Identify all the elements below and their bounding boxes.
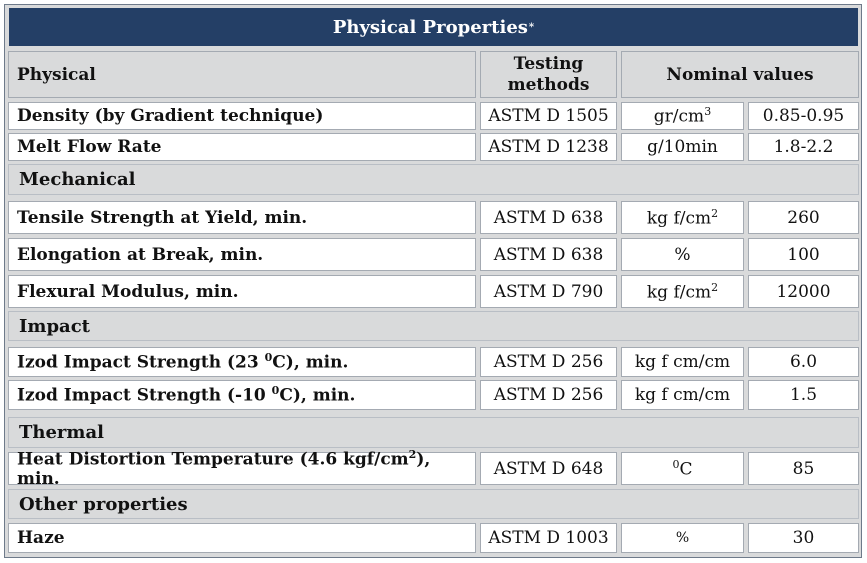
header-testing-methods bbox=[480, 51, 617, 98]
method-cell-text: ASTM D 638 bbox=[493, 244, 604, 265]
property-cell bbox=[8, 380, 476, 410]
header-nominal-values bbox=[621, 51, 859, 98]
method-cell bbox=[480, 238, 617, 271]
unit-cell bbox=[621, 102, 744, 130]
property-cell-text: Izod Impact Strength (-10 $^0$C), min. bbox=[17, 384, 356, 406]
value-cell bbox=[748, 275, 859, 308]
method-cell bbox=[480, 452, 617, 485]
method-cell-text: ASTM D 1003 bbox=[488, 528, 609, 548]
property-cell bbox=[8, 102, 476, 130]
table-title-bar bbox=[9, 8, 858, 46]
value-cell bbox=[748, 238, 859, 271]
method-cell-text: ASTM D 1505 bbox=[488, 106, 609, 126]
unit-cell-text: % bbox=[674, 244, 691, 265]
value-cell bbox=[748, 380, 859, 410]
value-cell-text: 260 bbox=[787, 207, 820, 228]
value-cell bbox=[748, 452, 859, 485]
method-cell-text: ASTM D 638 bbox=[493, 207, 604, 228]
value-cell-text: 1.5 bbox=[789, 385, 818, 405]
unit-cell-text: g/10min bbox=[647, 137, 718, 157]
value-cell-text: 1.8-2.2 bbox=[773, 137, 834, 157]
header-nominal-values-label: Nominal values bbox=[666, 64, 814, 85]
property-cell bbox=[8, 238, 476, 271]
value-cell-text: 6.0 bbox=[789, 352, 818, 372]
unit-cell-text: kg f cm/cm bbox=[634, 385, 731, 405]
section-header-thermal: Thermal bbox=[8, 417, 859, 448]
value-cell-text: 12000 bbox=[776, 281, 831, 302]
method-cell-text: ASTM D 790 bbox=[493, 281, 604, 302]
method-cell bbox=[480, 133, 617, 161]
method-cell-text: ASTM D 1238 bbox=[488, 137, 609, 157]
property-cell bbox=[8, 201, 476, 234]
header-physical bbox=[8, 51, 476, 98]
unit-cell bbox=[621, 133, 744, 161]
value-cell-text: 0.85-0.95 bbox=[762, 106, 845, 126]
unit-cell-text: $gr/cm^3$ bbox=[653, 105, 712, 127]
method-cell bbox=[480, 275, 617, 308]
unit-cell bbox=[621, 380, 744, 410]
property-cell bbox=[8, 347, 476, 377]
method-cell bbox=[480, 347, 617, 377]
unit-cell bbox=[621, 238, 744, 271]
section-header-impact: Impact bbox=[8, 311, 859, 341]
unit-cell bbox=[621, 452, 744, 485]
property-cell-text: Melt Flow Rate bbox=[17, 137, 162, 157]
unit-cell bbox=[621, 523, 744, 553]
property-cell-text: Izod Impact Strength (23 $^0$C), min. bbox=[17, 351, 349, 373]
method-cell bbox=[480, 523, 617, 553]
unit-cell-text: kg $f/cm^2$ bbox=[646, 206, 719, 229]
property-cell-text: Haze bbox=[17, 528, 65, 548]
unit-cell-text: $^0$C bbox=[672, 457, 693, 480]
value-cell bbox=[748, 523, 859, 553]
method-cell-text: ASTM D 256 bbox=[493, 385, 604, 405]
title-footnote-mark: * bbox=[528, 21, 535, 33]
property-cell-text: Density (by Gradient technique) bbox=[17, 106, 324, 126]
value-cell bbox=[748, 102, 859, 130]
property-cell bbox=[8, 523, 476, 553]
method-cell bbox=[480, 201, 617, 234]
unit-cell-text: kg $f/cm^2$ bbox=[646, 280, 719, 303]
value-cell-text: 30 bbox=[792, 528, 815, 548]
unit-cell bbox=[621, 347, 744, 377]
header-testing-methods-label: Testing methods bbox=[507, 53, 590, 95]
value-cell bbox=[748, 201, 859, 234]
unit-cell bbox=[621, 275, 744, 308]
section-header-other-properties: Other properties bbox=[8, 489, 859, 519]
unit-cell-text: % bbox=[675, 530, 690, 546]
header-physical-label: Physical bbox=[17, 64, 96, 85]
value-cell-text: 85 bbox=[792, 458, 815, 479]
property-cell bbox=[8, 275, 476, 308]
method-cell-text: ASTM D 648 bbox=[493, 458, 604, 479]
method-cell-text: ASTM D 256 bbox=[493, 352, 604, 372]
method-cell bbox=[480, 102, 617, 130]
unit-cell bbox=[621, 201, 744, 234]
value-cell bbox=[748, 133, 859, 161]
property-cell-text: Flexural Modulus, min. bbox=[17, 281, 239, 302]
property-cell-text: Heat Distortion Temperature (4.6 kgf/$cm^2$), min. bbox=[17, 447, 431, 490]
method-cell bbox=[480, 380, 617, 410]
value-cell bbox=[748, 347, 859, 377]
property-cell-text: Elongation at Break, min. bbox=[17, 244, 264, 265]
value-cell-text: 100 bbox=[787, 244, 820, 265]
property-cell bbox=[8, 133, 476, 161]
table-title: Physical Properties bbox=[332, 16, 528, 38]
unit-cell-text: kg f cm/cm bbox=[634, 352, 731, 372]
property-cell bbox=[8, 447, 476, 490]
property-cell-text: Tensile Strength at Yield, min. bbox=[17, 207, 308, 228]
section-header-mechanical: Mechanical bbox=[8, 164, 859, 195]
